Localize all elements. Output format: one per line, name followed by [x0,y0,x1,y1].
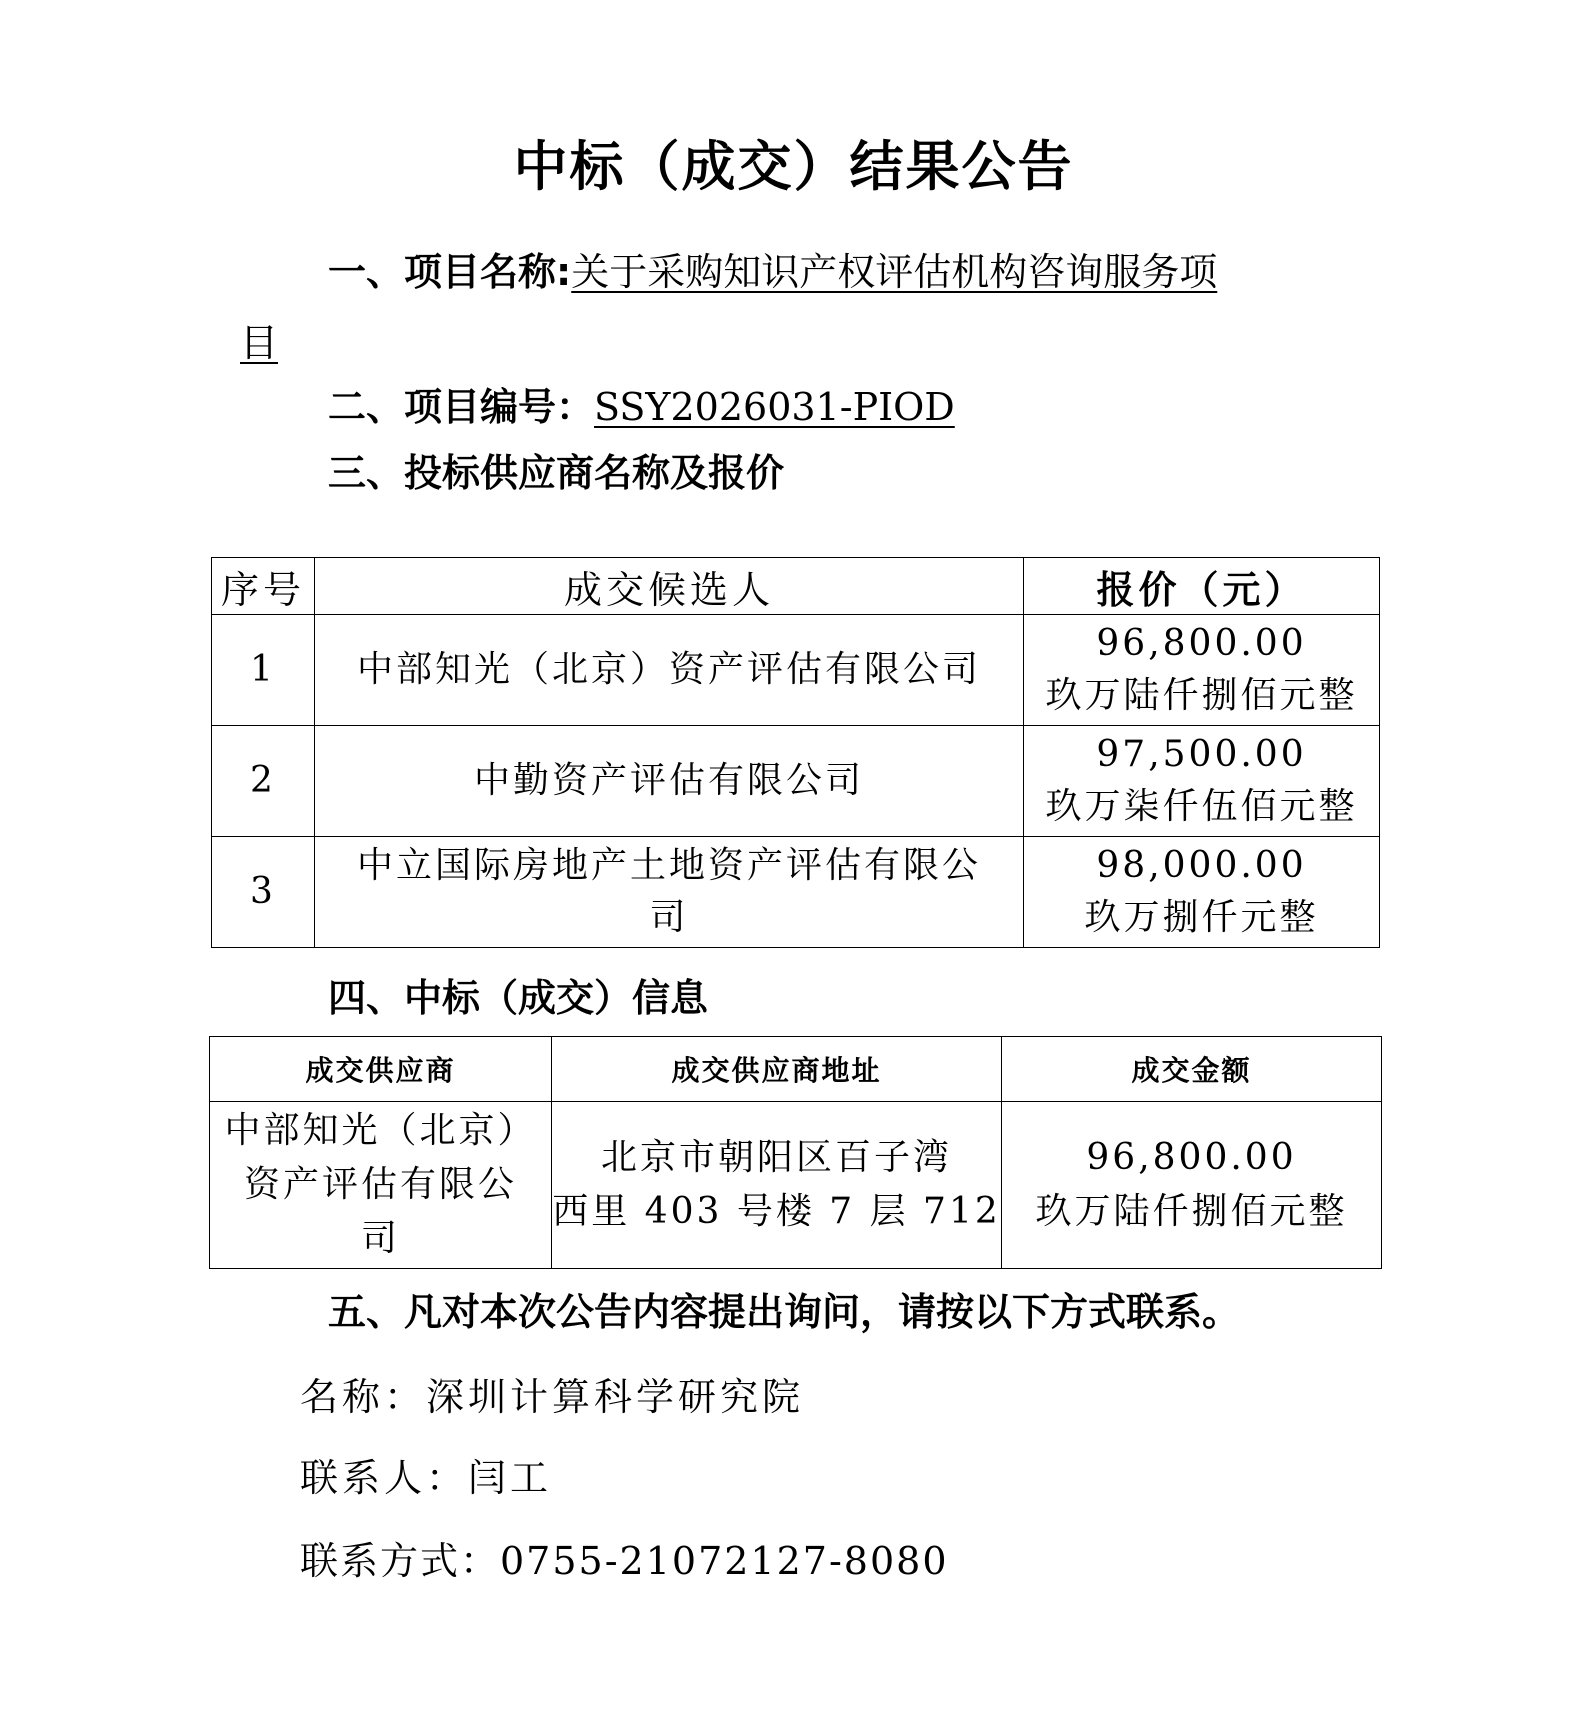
award-header-address: 成交供应商地址 [552,1037,1002,1102]
award-header-amount: 成交金额 [1002,1037,1382,1102]
bid-row-candidate-line: 中立国际房地产土地资产评估有限公 [356,845,981,886]
bid-row-amount-words: 玖万捌仟元整 [1084,897,1319,938]
table-row [212,837,1380,948]
bid-row-candidate [315,837,1024,948]
bid-table-header-candidate: 成交候选人 [315,558,1024,615]
section-award-heading: 四、中标（成交）信息 [328,976,709,1020]
bid-row-amount: 96,800.00 [1096,623,1307,664]
section-contact-heading: 五、凡对本次公告内容提出询问，请按以下方式联系。 [328,1290,1241,1334]
contact-person: 联系人：闫工 [300,1456,553,1500]
bid-row-amount: 97,500.00 [1096,734,1307,775]
section-project-number [328,382,955,432]
award-supplier-line: 司 [360,1218,400,1259]
project-name-colon: : [556,250,572,294]
bid-row-candidate-line-2: 司 [649,897,689,938]
bid-table-header-row [212,558,1380,615]
award-address-line: 北京市朝阳区百子湾 [600,1137,952,1178]
award-address-line: 西里 403 号楼 7 层 712 [552,1191,1001,1232]
bid-row-candidate [315,726,1024,837]
page-title: 中标（成交）结果公告 [513,135,1074,198]
award-supplier-line: 中部知光（北京） [224,1110,537,1151]
bid-row-no: 3 [212,837,315,948]
bid-row-candidate [315,615,1024,726]
table-row [212,615,1380,726]
bid-row-amount-words: 玖万陆仟捌佰元整 [1045,675,1358,716]
award-amount-words: 玖万陆仟捌佰元整 [1035,1191,1348,1232]
section-bidders-heading: 三、投标供应商名称及报价 [328,451,785,495]
project-number-value: SSY2026031-PIOD [594,385,955,429]
award-amount [1002,1102,1382,1269]
table-row [212,726,1380,837]
award-header-supplier: 成交供应商 [210,1037,552,1102]
award-supplier-line: 资产评估有限公 [243,1164,517,1205]
project-number-label: 二、项目编号： [328,385,595,429]
award-supplier [210,1102,552,1269]
contact-name: 名称：深圳计算科学研究院 [300,1375,805,1419]
bid-row-candidate-line: 中勤资产评估有限公司 [473,760,864,801]
award-amount-value: 96,800.00 [1086,1137,1297,1178]
bid-row-amount: 98,000.00 [1096,845,1307,886]
award-table [209,1036,1382,1269]
bid-table-header-no: 序号 [212,558,315,615]
contact-phone: 联系方式：0755-21072127-8080 [300,1539,949,1583]
bid-row-candidate-line: 中部知光（北京）资产评估有限公司 [356,649,981,690]
bid-table [211,557,1380,948]
bid-row-price [1024,837,1380,948]
project-name-label: 一、项目名称 [328,250,557,294]
section-project-name [328,247,1217,297]
bid-row-no: 2 [212,726,315,837]
project-name-value: 关于采购知识产权评估机构咨询服务项 [571,250,1218,294]
project-name-value-continued: 目 [240,321,279,365]
bid-row-no: 1 [212,615,315,726]
bid-row-amount-words: 玖万柒仟伍佰元整 [1045,786,1358,827]
award-table-header-row [210,1037,1382,1102]
bid-table-header-price: 报价（元） [1024,558,1380,615]
table-row [210,1102,1382,1269]
award-address [552,1102,1002,1269]
bid-row-price [1024,726,1380,837]
bid-row-price [1024,615,1380,726]
